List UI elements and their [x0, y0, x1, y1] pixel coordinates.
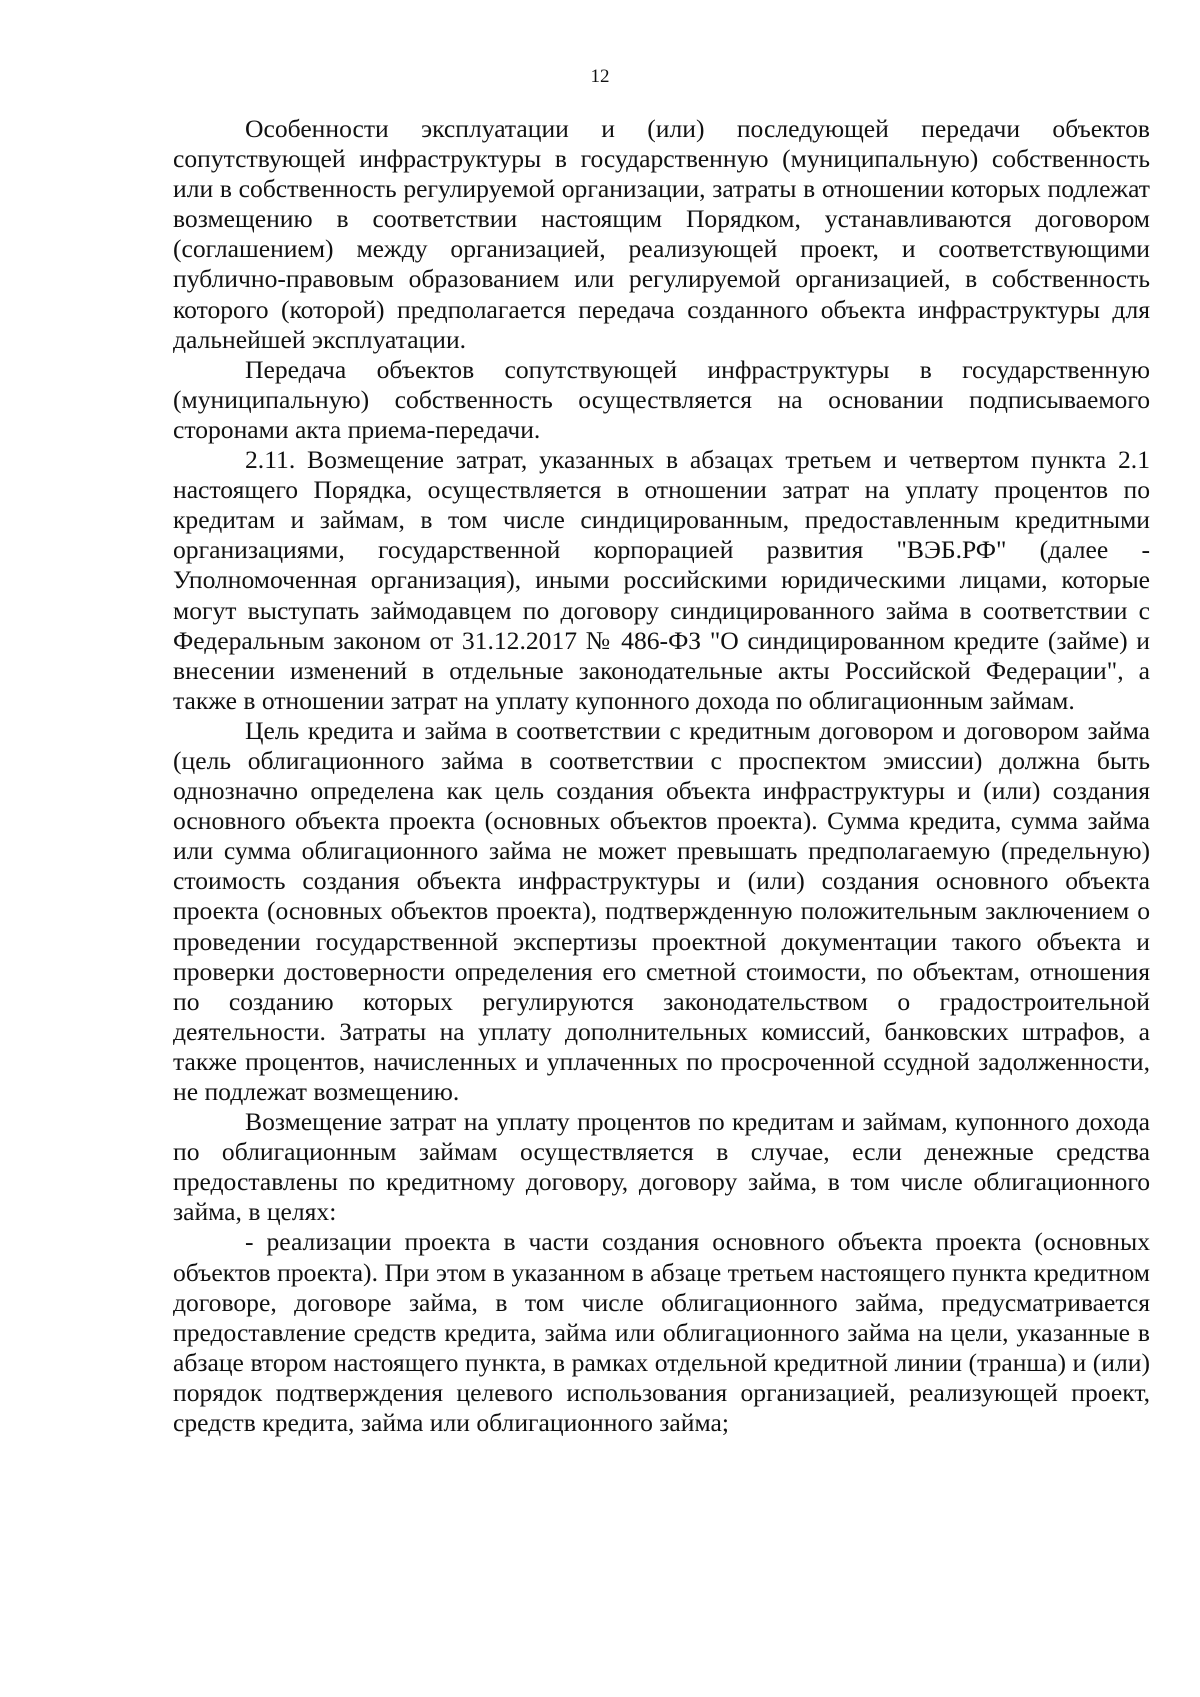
- paragraph-loan-purpose: Цель кредита и займа в соответствии с кредитным договором и договором займа (цель облигационного займа в соответствии с проспектом эмиссии) должна быть однозначно определена как цель создания объекта инфраструктуры и (или) создания основного объекта проекта (основных объектов проекта). Сумма кредита, сумма займа или сумма облигационного займа не может превышать предполагаемую (предельную) стоимость создания объекта инфраструктуры и (или) создания основного объекта проекта (основных объектов проекта), подтвержденную положительным заключением о проведении государственной экспертизы проектной документации такого объекта и проверки достоверности определения его сметной стоимости, по объектам, отношения по созданию которых регулируются законодательством о градостроительной деятельности. Затраты на уплату дополнительных комиссий, банковских штрафов, а также процентов, начисленных и уплаченных по просроченной ссудной задолженности, не подлежат возмещению.: [173, 715, 1150, 1106]
- paragraph-project-implementation-item: - реализации проекта в части создания основного объекта проекта (основных объектов проекта). При этом в указанном в абзаце третьем настоящего пункта кредитном договоре, договоре займа, в том числе облигационного займа, предусматривается предоставление средств кредита, займа или облигационного займа на цели, указанные в абзаце втором настоящего пункта, в рамках отдельной кредитной линии (транша) и (или) порядок подтверждения целевого использования организацией, реализующей проект, средств кредита, займа или облигационного займа;: [173, 1227, 1150, 1438]
- paragraph-infrastructure-transfer-features: Особенности эксплуатации и (или) последующей передачи объектов сопутствующей инфраструктуры в государственную (муниципальную) собственность или в собственность регулируемой организации, затраты в отношении которых подлежат возмещению в соответствии настоящим Порядком, устанавливаются договором (соглашением) между организацией, реализующей проект, и соответствующими публично-правовым образованием или регулируемой организацией, в собственность которого (которой) предполагается передача созданного объекта инфраструктуры для дальнейшей эксплуатации.: [173, 114, 1150, 354]
- paragraph-transfer-act: Передача объектов сопутствующей инфраструктуры в государственную (муниципальную) собственность осуществляется на основании подписываемого сторонами акта приема-передачи.: [173, 354, 1150, 444]
- paragraph-reimbursement-conditions: Возмещение затрат на уплату процентов по кредитам и займам, купонного дохода по облигационным займам осуществляется в случае, если денежные средства предоставлены по кредитному договору, договору займа, в том числе облигационного займа, в целях:: [173, 1107, 1150, 1227]
- paragraph-clause-2-11: 2.11. Возмещение затрат, указанных в абзацах третьем и четвертом пункта 2.1 настоящего Порядка, осуществляется в отношении затрат на уплату процентов по кредитам и займам, в том числе синдицированным, предоставленным кредитными организациями, государственной корпорацией развития "ВЭБ.РФ" (далее - Уполномоченная организация), иными российскими юридическими лицами, которые могут выступать займодавцем по договору синдицированного займа в соответствии с Федеральным законом от 31.12.2017 № 486-ФЗ "О синдицированном кредите (займе) и внесении изменений в отдельные законодательные акты Российской Федерации", а также в отношении затрат на уплату купонного дохода по облигационным займам.: [173, 445, 1150, 715]
- document-body: [173, 114, 1150, 1438]
- page-number: 12: [590, 66, 610, 87]
